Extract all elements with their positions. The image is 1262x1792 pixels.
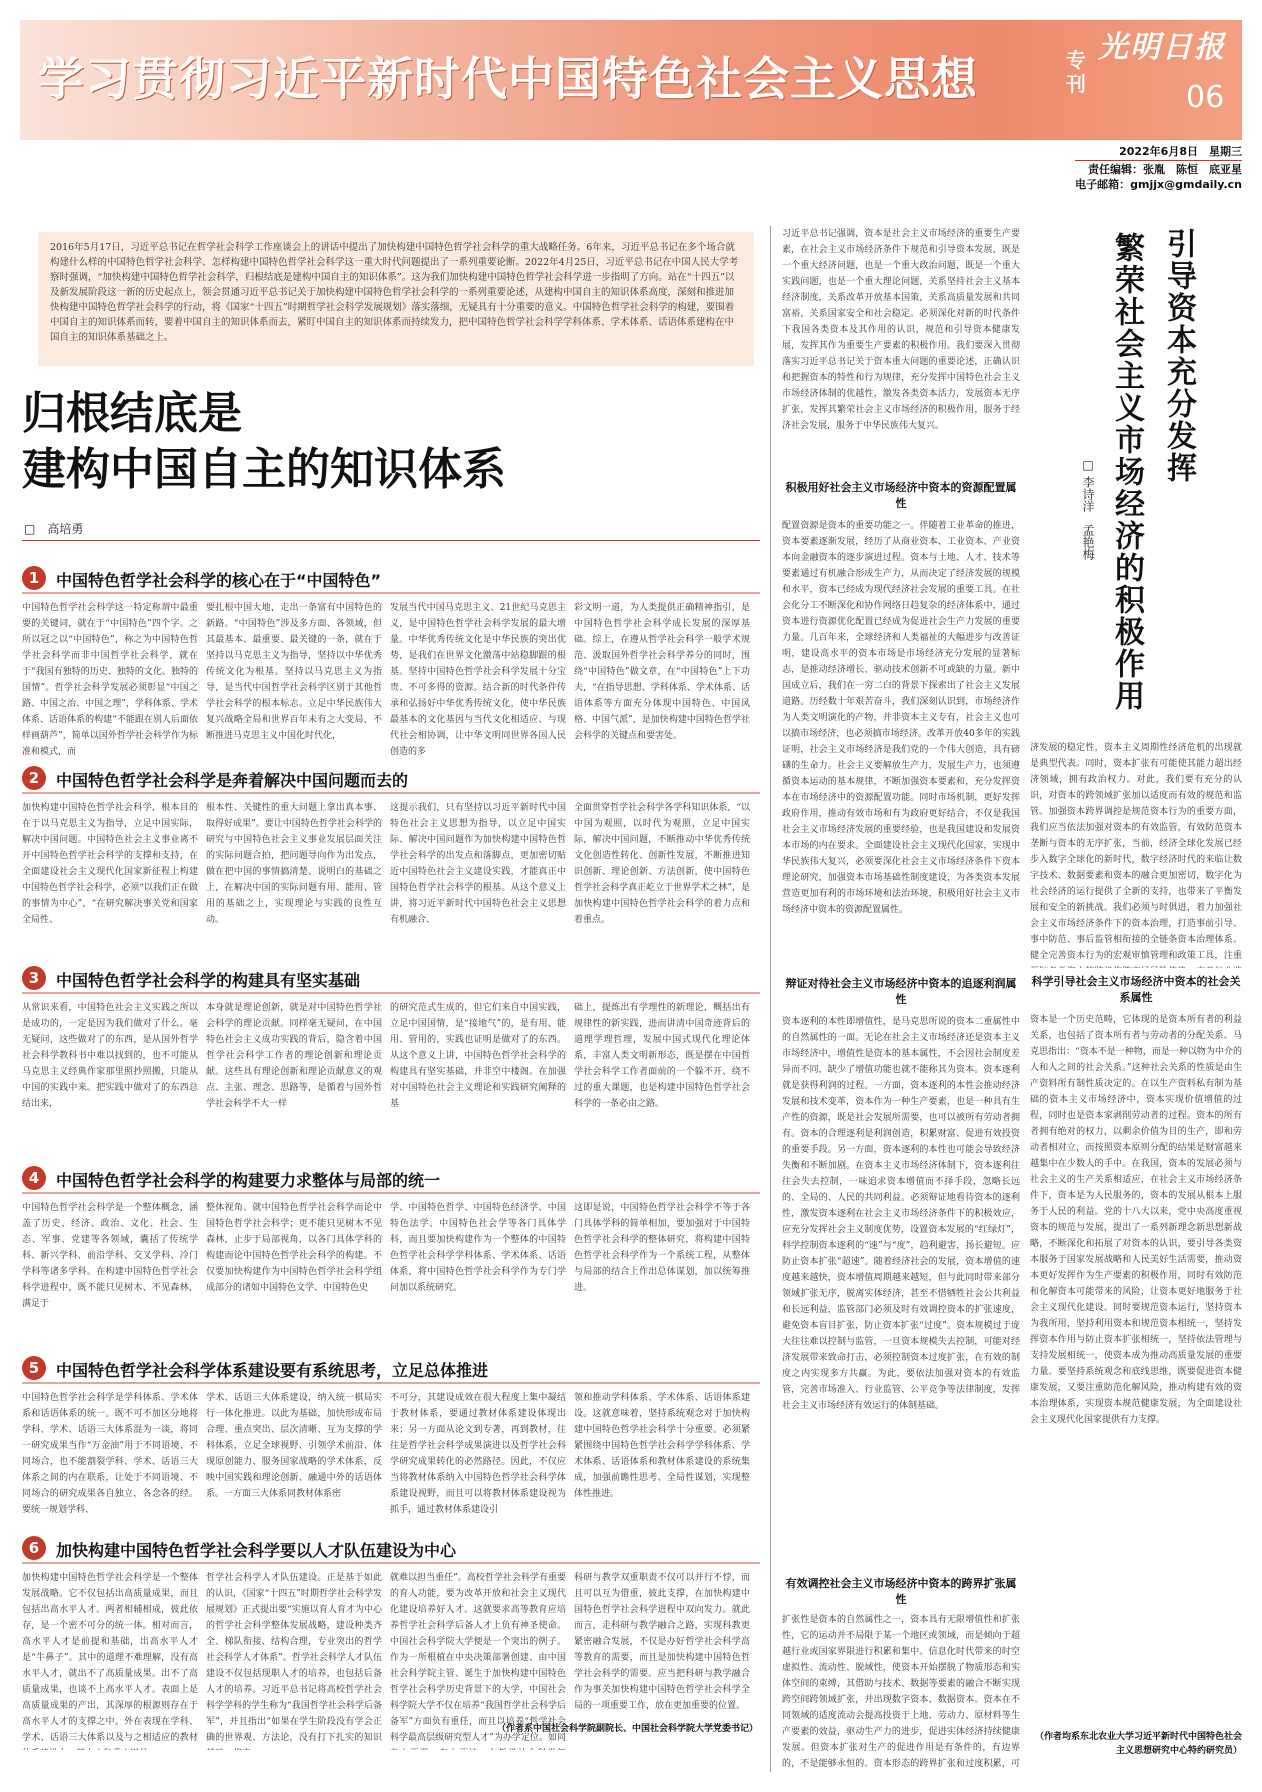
section-text-column: 根本性、关键性的重大问题上拿出真本事、取得好成果”。要让中国特色哲学社会科学的研究与中国特色社会主义事业发展层面关注的实际问题合拍，把问题导向作为出发点，做在把中国的事情搞清楚、说明白的基础之上，在解决中国的实际问题有用、能用、管用的基础之上，实现理论与实践的良性互动。: [206, 803, 382, 925]
section-heading: [22, 566, 760, 592]
section-heading: [22, 1356, 760, 1382]
section-text-column: 这即是说，中国特色哲学社会科学不等于各门具体学科的简单相加，要加强对于中国特色哲学社会科学的整体研究，将构建中国特色哲学社会科学作为一个系统工程，从整体与局部的结合上作出总体谋划，加以统筹推进。: [574, 1203, 750, 1293]
newspaper-masthead: 光明日报: [1098, 30, 1226, 65]
headline-line-1: 归根结底是: [22, 388, 242, 439]
column-divider: [770, 226, 771, 1772]
right-article-subheading: 科学引导社会主义市场经济中资本的社会关系属性: [1031, 975, 1241, 1004]
section-text-column: 从常识来看，中国特色社会主义实践之所以是成功的，一定是因为我们做对了什么。毫无疑问，这些做对了的东西，是从国外哲学社会科学教科书中难以找到的，也不可能从马克思主义经典作家那里照抄照搬，只能从中国的实践中来。把实践中做对了的东西总结出来，: [22, 1003, 198, 1109]
main-headline: [22, 386, 506, 498]
right-article-authors: □ 李诗洋 孟艳梅: [1081, 458, 1095, 560]
section-text-column: 发展当代中国马克思主义、21世纪马克思主义，是中国特色哲学社会科学发展的最大增量。中华优秀传统文化是中华民族的突出优势，是我们在世界文化激荡中站稳脚跟的根基。坚持中国特色哲学社会科学发展十分宝贵、不可多得的资源。结合新的时代条件传承和弘扬好中华优秀传统文化，使中华民族最基本的文化基因与当代文化相适应、与现代社会相协调，让中华文明同世界各国人民创造的多: [390, 603, 566, 757]
headline-line-2: 建构中国自主的知识体系: [22, 444, 506, 495]
section-number-badge: 5: [22, 1356, 46, 1380]
section-underline: [22, 1562, 760, 1564]
section-text-column: 中国特色哲学社会科学这一特定称谓中最重要的关键词，就在于“中国特色”四个字。之所以冠之以“中国特色”，称之为中国特色哲学社会科学而非中国哲学社会科学，就在于“我国有独特的历史、独特的文化、独特的国情”。哲学社会科学发展必须彰显“中国之路、中国之治、中国之理”，学科体系、学术体系、话语体系的构建“不能跟在别人后面依样画葫芦”，简单以国外哲学社会科学作为标准和模式，而: [22, 603, 198, 757]
section-text-column: 本身就是理论创新，就是对中国特色哲学社会科学的理论贡献。同样毫无疑问，在中国特色社会主义成功实践的背后，隐含着中国哲学社会科学工作者的理论创新和理论贡献。这些具有理论创新和理论贡献意义的观点、主张、理念、思路等，是循着与国外哲学社会科学不大一样: [206, 1003, 382, 1109]
special-issue-tag: 专刊: [1066, 48, 1086, 96]
section-underline: [22, 1192, 760, 1194]
section-text-column: 领和推动学科体系、学术体系、话语体系建设。这就意味着，坚持系统观念对于加快构建中国特色哲学社会科学十分重要。必须紧紧围绕中国特色哲学社会科学学科体系、学术体系、话语体系和教材体系建设的系统集成，加强前瞻性思考、全局性谋划，实现整体性推进。: [574, 1393, 750, 1499]
section-text-column: 加快构建中国特色哲学社会科学，根本目的在于以马克思主义为指导，立足中国实际，解决中国问题。中国特色社会主义事业离不开中国特色哲学社会科学的支撑和支持，在全面建设社会主义现代化国家新征程上构建中国特色哲学社会科学，必须“以我们正在做的事情为中心”，“在研究解决事关党和国家全局性、: [22, 803, 198, 925]
section-text-column: 哲学社会科学人才队伍建设。正是基于如此的认识，《国家“十四五”时期哲学社会科学发展规划》正式提出要“实施以育人育才为中心的哲学社会科学整体发展战略，建设种类齐全、梯队衔接、结构合理，专业突出的哲学社会科学人才体系”。哲学社会科学人才队伍建设不仅包括现职人才的培养，也包括后备人才的培养。习近平总书记将高校哲学社会科学学科的学生称为“我国哲学社会科学后备军”，并且指出“如果在学生阶段没有学会正确的世界观、方法论，没有打下扎实的知识: [206, 1573, 382, 1743]
section-text-column: 学、中国特色哲学、中国特色经济学、中国特色法学、中国特色社会学等各门具体学科，而且要加快构建作为一个整体的中国特色哲学社会科学学科体系、学术体系、话语体系，将中国特色哲学社会科学作为专门学问加以系统研究。: [390, 1203, 566, 1293]
right-article-title-line-1: 引导资本充分发挥: [1161, 228, 1196, 484]
section-text-column: 这提示我们，只有坚持以习近平新时代中国特色社会主义思想为指导，以立足中国实际、解决中国问题作为加快构建中国特色哲学社会科学的出发点和落脚点，更加密切贴近中国特色社会主义建设实践，才能真正中国特色哲学社会科学的根基。从这个意义上讲，将习近平新时代中国特色社会主义思想有机融合、: [390, 803, 566, 925]
section-text-column: 的研究范式生成的，但它们来自中国实践，立足中国国情，是“接地气”的，是有用、能用、管用的，实践也证明是做对了的东西。从这个意义上讲，中国特色哲学社会科学的构建具有坚实基础，并非空中楼阁。在加强对中国特色社会主义理论和实践研究阐释的基: [390, 1003, 566, 1109]
section-text-column: 要扎根中国大地，走出一条富有中国特色的新路。“中国特色”涉及多方面、各领域，但其最基本、最重要、最关键的一条，就在于坚持以马克思主义为指导，坚持以中华优秀传统文化为根基。坚持以马克思主义为指导，是当代中国哲学社会科学区别于其他哲学社会科学的根本标志。立足中华民族伟大复兴战略全局和世界百年未有之大变局，不断推进马克思主义中国化时代化，: [206, 603, 382, 741]
main-author: □ 高培勇: [24, 522, 84, 536]
section-title: 加快构建中国特色哲学社会科学要以人才队伍建设为中心: [56, 1541, 457, 1560]
issue-info: [1075, 144, 1242, 192]
section-underline: [22, 792, 760, 794]
section-text-column: 中国特色哲学社会科学是学科体系、学术体系和话语体系的统一。既不可不加区分地将学科、学术、话语三大体系混为一谈，将同一研究成果当作“万金油”用于不同语境、不同场合，也不能割裂学科、学术、话语三大体系之间的内在联系，让处于不同语境、不同场合的研究成果各自独立，各念各的经。要统一规划学科、: [22, 1393, 198, 1515]
section-number-badge: 4: [22, 1166, 46, 1190]
section-number-badge: 3: [22, 966, 46, 990]
issue-email: 电子邮箱：gmjjx@gmdaily.cn: [1075, 178, 1242, 191]
right-article-paragraph: 资本逐利的本性即增值性，是马克思所说的资本二重属性中的自然属性的一面。无论在社会主义市场经济还是资本主义市场经济中，增值性是资本的基本属性，不会因社会制度差异而不同，缺少了增值功能也就不能称其为资本。资本逐利就是获得利润的过程。一方面，资本逐利的本性会推动经济发展和技术变革，资本作为一种生产要素，也是一种具有生产性的资源，既是社会发展所需要，也可以被所有劳动者拥有。资本的合理逐利是利润创造，积累财富、促进有效投资的重要手段。另一方面，资本逐利的本性也可能会导致经济失衡和不断加剧。在资本主义市场经济体制下，资本逐利往往会失去控制，一味追求资本增值而不择手段，忽略长远的、全局的、人民的共同利益。必须辩证地看待资本的逐利性，激发资本逐利在社会主义市场经济条件下的积极效应，应充分发挥社会主义制度优势，设置资本发展的“红绿灯”，科学控制资本逐利的“速”与“度”，趋利避害，扬长避短。应防止资本扩张“超速”。随着经济社会的发展，资本增值的速度越来越快，资本增值周期越来越短，但与此同时带来部分领域扩张无序，脱离实体经济，甚至不惜牺牲社会公共利益和长远利益，监管部门必须及时有效调控资本的扩张速度，避免资本盲目扩张，防止资本扩张“过度”。资本规模过于庞大往往难以控制与监管，一旦资本规模失去控制，可能对经济发展带来致命打击，必须控制资本过度扩张，在有效的制度之内实现多方共赢。为此，要依法加强对资本的有效监管，完善市场准入、行业监管、公平竞争等法律制度，发挥社会主义市场经济有效运行的体制基础。: [782, 1017, 1020, 1411]
right-article-paragraph: 资本是一个历史范畴，它体现的是资本所有者的利益关系，也包括了资本所有者与劳动者的分配关系。马克思指出：“资本不是一种物，而是一种以物为中介的人和人之间的社会关系。”这种社会关系的性质是由生产资料所有制性质决定的。在以生产资料私有制为基础的资本主义市场经济中，资本实现价值增值的过程，同时也是资本家剥削劳动者的过程。资本的所有者拥有绝对的权力，以剩余价值为目的生产，即和劳动者相对立，而按照资本原则分配的结果是财富越来越集中在少数人的手中。在我国，资本的发展必须与社会主义的生产关系相适应，在社会主义市场经济条件下，资本是为人民服务的，资本的发展从根本上服务于人民的利益。党的十八大以来，党中央高度重视资本的规范与发展，提出了一系列新理念新思想新战略，不断深化和拓展了对资本的认识，要引导各类资本服务于国家发展战略和人民美好生活需要，推动资本更好发挥作为生产要素的积极作用，同时有效防范和化解资本可能带来的风险，让资本更好地服务于社会主义现代化建设。同时要规范资本运行，坚持资本为我所用，坚持利用资本和规范资本相统一，坚持发挥资本作用与防止资本扩张相统一，坚持依法管理与支持发展相统一，使资本成为推动高质量发展的重要力量。要坚持系统观念和底线思维，既要促进资本健康发展，又要注重防范化解风险，推动构建有效的资本治理体系，实现资本规范健康发展，为全面建设社会主义现代化国家提供有力支撑。: [1030, 1015, 1242, 1425]
special-issue-title: 学习贯彻习近平新时代中国特色社会主义思想: [38, 52, 978, 106]
right-article-paragraph: 习近平总书记强调，资本是社会主义市场经济的重要生产要素，在社会主义市场经济条件下规范和引导资本发展，既是一个重大经济问题，也是一个重大政治问题，既是一个重大实践问题，也是一个重大理论问题，关系坚持社会主义基本经济制度，关系改革开放基本国策，关系高质量发展和共同富裕，关系国家安全和社会稳定。必须深化对新的时代条件下我国各类资本及其作用的认识，规范和引导资本健康发展，发挥其作为重要生产要素的积极作用。我们要深入贯彻落实习近平总书记关于资本重大问题的重要论述，正确认识和把握资本的特性和行为规律，充分发挥中国特色社会主义市场经济体制的优越性，激发各类资本活力，发展资本无序扩张，发挥其繁荣社会主义市场经济的积极作用，服务于经济社会发展，服务于中华民族伟大复兴。: [782, 229, 1020, 431]
section-title: 中国特色哲学社会科学体系建设要有系统思考，立足总体推进: [56, 1361, 489, 1380]
section-heading: [22, 1536, 760, 1562]
right-article-subheading: 辩证对待社会主义市场经济中资本的追逐利润属性: [785, 977, 1017, 1006]
issue-editors: 责任编辑：张胤 陈恒 底亚星: [1088, 163, 1242, 176]
section-heading: [22, 966, 760, 992]
divider: [22, 540, 760, 541]
section-text-column: 中国特色哲学社会科学是一个整体概念，涵盖了历史、经济、政治、文化、社会、生态、军事、党建等各领域，囊括了传统学科、新兴学科、前沿学科、交叉学科、冷门学科等诸多学科。在构建中国特色哲学社会科学进程中，既不能只见树木、不见森林，满足于: [22, 1203, 198, 1309]
section-text-column: 不可分，其建设成效在很大程度上集中凝结于教材体系，要通过教材体系建设体现出来；另一方面从论文到专著，再到教材，往往是哲学社会科学成果演进以及哲学社会科学研究成果转化的必然路径。因此，不仅应当将教材体系纳入中国特色哲学社会科学体系建设视野，而且可以将教材体系建设视为抓手，通过教材体系建设引: [390, 1393, 566, 1515]
section-heading: [22, 1166, 760, 1192]
section-text-column: 整体视角、就中国特色哲学社会科学而论中国特色哲学社会科学；更不能只见树木不见森林，止步于局部视角，以各门具体学科的构建而论中国特色哲学社会科学的构建。不仅要加快构建作为中国特色哲学社会科学组成部分的诸如中国特色文学、中国特色史: [206, 1203, 382, 1293]
right-article-title-line-2: 繁荣社会主义市场经济的积极作用: [1109, 232, 1144, 712]
section-title: 中国特色哲学社会科学是奔着解决中国问题而去的: [56, 771, 409, 790]
section-title: 中国特色哲学社会科学的核心在于“中国特色”: [56, 571, 382, 590]
right-article-credit: （作者均系东北农业大学习近平新时代中国特色社会主义思想研究中心特约研究员）: [1034, 1732, 1242, 1756]
main-article-credit: （作者系中国社会科学院副院长、中国社会科学院大学党委书记）: [496, 1724, 758, 1734]
section-heading: [22, 766, 760, 792]
section-text-column: 加快构建中国特色哲学社会科学是一个整体发展战略。它不仅包括出高质量成果，而且包括出高水平人才。两者相辅相成，彼此依存，是一个密不可分的统一体。相对而言，高水平人才是前提和基础，出高水平人才是“牛鼻子”。其中的道理不难理解，没有高水平人才，就出不了高质量成果。出不了高质量成果，也谈不上高水平人才。表面上是高质量成果的产出，其深厚的根源则存在于高水平人才的支撑之中。外在表现在学科、学术、话语三大体系以及与之相适应的教材: [22, 1573, 198, 1743]
right-article-paragraph: 配置资源是资本的重要功能之一。伴随着工业革命的推进，资本要素逐渐发展，经历了从商业资本、工业资本、产业资本向金融资本的逐步演进过程。资本与土地、人才、技术等要素通过有机融合形成生产力，从而决定了经济发展的规模和水平，资本已经成为现代经济社会发展的重要工具。在社会化分工不断深化和协作网络日趋复杂的经济体系中，通过资本进行资源优化配置已经成为促进社会生产力发展的重要力量。几百年来，全球经济和人类福祉的大幅进步与改善证明，建设高水平的资本市场是市场经济充分发展的显著标志，是推动经济增长、驱动技术创新不可或缺的力量。新中国成立后，我们在一穷二白的背景下探索出了社会主义发展道路。历经数十年艰苦奋斗，我们深刻认识到，市场经济作为人类文明演化的产物，并非资本主义专有，社会主义也可以搞市场经济，也必须搞市场经济。改革开放40多年的实践证明，社会主义市场经济是我们党的一个伟大创造，具有磅礴的生命力。社会主义要解放生产力，发展生产力，也须遵循资本运动的基本规律，不断加强资本要素和，充分发挥资本在市场经济中的资源配置功能。同时市场机制，更好发挥政府作用，推动有效市场和有为政府更好结合，不仅是我国社会主义市场经济发展的重要经验，也是我国建设和发展资本市场的内在要求。全面建设社会主义现代化国家，实现中华民族伟大复兴，必须要深化社会主义市场经济条件下资本理论研究，加强资本市场基础性制度建设，为各类资本发展营造更加有利的市场环境和法治环境，积极用好社会主义市场经济中资本的资源配置属性。: [782, 521, 1020, 915]
section-text-column: 学术、话语三大体系建设，纳入统一棋局实行一体化推进。以此为基础，加快形成布局合理、重点突出、层次清晰、互为支撑的学科体系，立足全球视野、引领学术前沿、体现原创能力、服务国家战略的学术体系，反映中国实践和理论创新、融通中外的话语体系。一方面三大体系同教材体系密: [206, 1393, 382, 1499]
right-article-paragraph: 济发展的稳定性，资本主义周期性经济危机的出现就是典型代表。同时，资本扩张有可能使其能力超出经济领域，拥有政治权力。对此，我们要有充分的认识，对资本的跨领域扩张加以适度而有效的规范和监管。加强资本跨界调控是规范资本行为的重要方面，我们应当依法加强对资本的有效监管，有效防范资本垄断与资本的无序扩张，当前，经济全球化发展已经步入数字全球化的新时代，数字经济时代的来临让数字技术、数据要素和资本的融合更加密切，数字化为社会经济的运行提供了全新的支持，也带来了平衡发展和安全的新挑战。我们必须与时俱进，着力加强社会主义市场经济条件下的资本治理，打造事前引导、事中防范、事后监管相衔接的全链条资本治理体系。健全完善资本行为的宏观审慎管理和政策工具，注重: [1030, 743, 1242, 961]
section-underline: [22, 592, 760, 594]
section-text-column: 就难以担当重任”。高校哲学社会科学有重要的育人功能，要为改革开放和社会主义现代化建设培养好人才。这就要求高等教育应培养哲学社会科学后备人才上负有神圣使命。中国社会科学院大学便是一个突出的例子。作为一所根植在中央决策部署创建、由中国社会科学院主管、诞生于加快构建中国特色哲学社会科学历史背景下的大学，中国社会科学院大学不仅在培养“我国哲学社会科学后备军”方面负有重任，而且以培养“哲学社会科学最高层级研究型人才”为办学定位。如同: [390, 1573, 566, 1743]
section-title: 中国特色哲学社会科学的构建具有坚实基础: [56, 971, 361, 990]
right-article-subheading: 积极用好社会主义市场经济中资本的资源配置属性: [785, 481, 1017, 510]
section-number-badge: 1: [22, 566, 46, 590]
section-text-column: 彩文明一道，为人类提供正确精神指引，是中国特色哲学社会科学成长发展的深厚基础。综上，在遵从哲学社会科学一般学术规范、汲取国外哲学社会科学养分的同时，围绕“中国特色”做文章，在“中国特色”上下功夫，“在指导思想、学科体系、学术体系、话语体系等方面充分体现中国特色、中国风格、中国气派”，是加快构建中国特色哲学社会科学的关键点和要害处。: [574, 603, 750, 741]
issue-date: 2022年6月8日 星期三: [1119, 145, 1242, 158]
section-number-badge: 2: [22, 766, 46, 790]
section-title: 中国特色哲学社会科学的构建要力求整体与局部的统一: [56, 1171, 441, 1190]
page-number: 06: [1186, 80, 1225, 115]
section-number-badge: 6: [22, 1536, 46, 1560]
section-text-column: 全面贯穿哲学社会科学各学科知识体系，“以中国为观照，以时代为观照，立足中国实际，解决中国问题，不断推动中华优秀传统文化创造性转化、创新性发展，不断推进知识创新、理论创新、方法创新，使中国特色哲学社会科学真正屹立于世界学术之林”，是加快构建中国特色哲学社会科学的着力点和着重点。: [574, 803, 750, 925]
right-article-subheading: 有效调控社会主义市场经济中资本的跨界扩张属性: [785, 1577, 1017, 1606]
section-text-column: 础上，提炼出有学理性的新理论，概括出有规律性的新实践，进而讲清中国奇迹背后的道理学理哲理，发展中国式现代化理论体系，丰富人类文明新形态，既是摆在中国哲学社会科学工作者面前的一个躲不开、绕不过的重大课题，也是构建中国特色哲学社会科学的一条必由之路。: [574, 1003, 750, 1109]
right-article-paragraph: 扩张性是资本的自然属性之一，资本具有无限增值性和扩张性，它的运动并不局限于某一个地区或领域，而是倾向于超越行业或国家界限进行积累和集中。信息化时代带来的时空虚拟性、流动性、脱域性，使资本开始摆脱了物质形态和实体空间的束缚，其借助与技术、数据等要素的融合不断实现跨空间跨领域扩张，并出现数字资本、数据资本。资本在不同领域的适度流动会提高投资于上地、劳动力、原材料等生产要素的效益，驱动生产力的进步，促进实体经济持续健康发展。但资本扩张对生产的促进作用是有条件的，有边界的，不是能够永恒的。资本形态的跨界扩张和过度积累，可: [782, 1615, 1020, 1769]
section-text-column: 科研与教学双重职责不仅可以并行不悖，而且可以互为借重，彼此支撑，在加快构建中国特色哲学社会科学进程中双向发力。就此而言，走科研与教学融合之路，实现科教更紧密融合发展，不仅是办好哲学社会科学高等教育的需要，而且是加快构建中国特色哲学社会科学的需要。应当把科研与教学融合作为事关加快构建中国特色哲学社会科学全局的一项重要工作，放在更加重要的位置。: [574, 1573, 750, 1711]
section-underline: [22, 992, 760, 994]
intro-box: 2016年5月17日，习近平总书记在哲学社会科学工作座谈会上的讲话中提出了加快构建中国特色哲学社会科学的重大战略任务。6年来，习近平总书记在多个场合就构建什么样的中国特色哲学社会科学、怎样构建中国特色哲学社会科学这一重大时代问题提出了一系列重要论断。2022年4月25日，习近平总书记在中国人民大学考察时强调，“加快构建中国特色哲学社会科学，归根结底是建构中国自主的知识体系”。这为我们加快构建中国特色哲学社会科学进一步指明了方向。站在“十四五”以及新发展阶段这一新的历史起点上，领会贯通习近平总书记关于加快构建中国特色哲学社会科学的一系列重要论述，从建构中国自主的知识体系高度，深刻和推进加快构建中国特色哲学社会科学的行动，将《国家“十四五”时期哲学社会科学发展规划》落实落细，无疑具有十分重要的意义。中国特色哲学社会科学的构建，要围着中国自主的知识体系而转，要着中国自主的知识体系而去，紧盯中国自主的知识体系而持续发力，把中国特色哲学社会科学学科体系、学术体系、话语体系建构在中国自主的知识体系基础之上。: [38, 232, 754, 366]
section-underline: [22, 1382, 760, 1384]
